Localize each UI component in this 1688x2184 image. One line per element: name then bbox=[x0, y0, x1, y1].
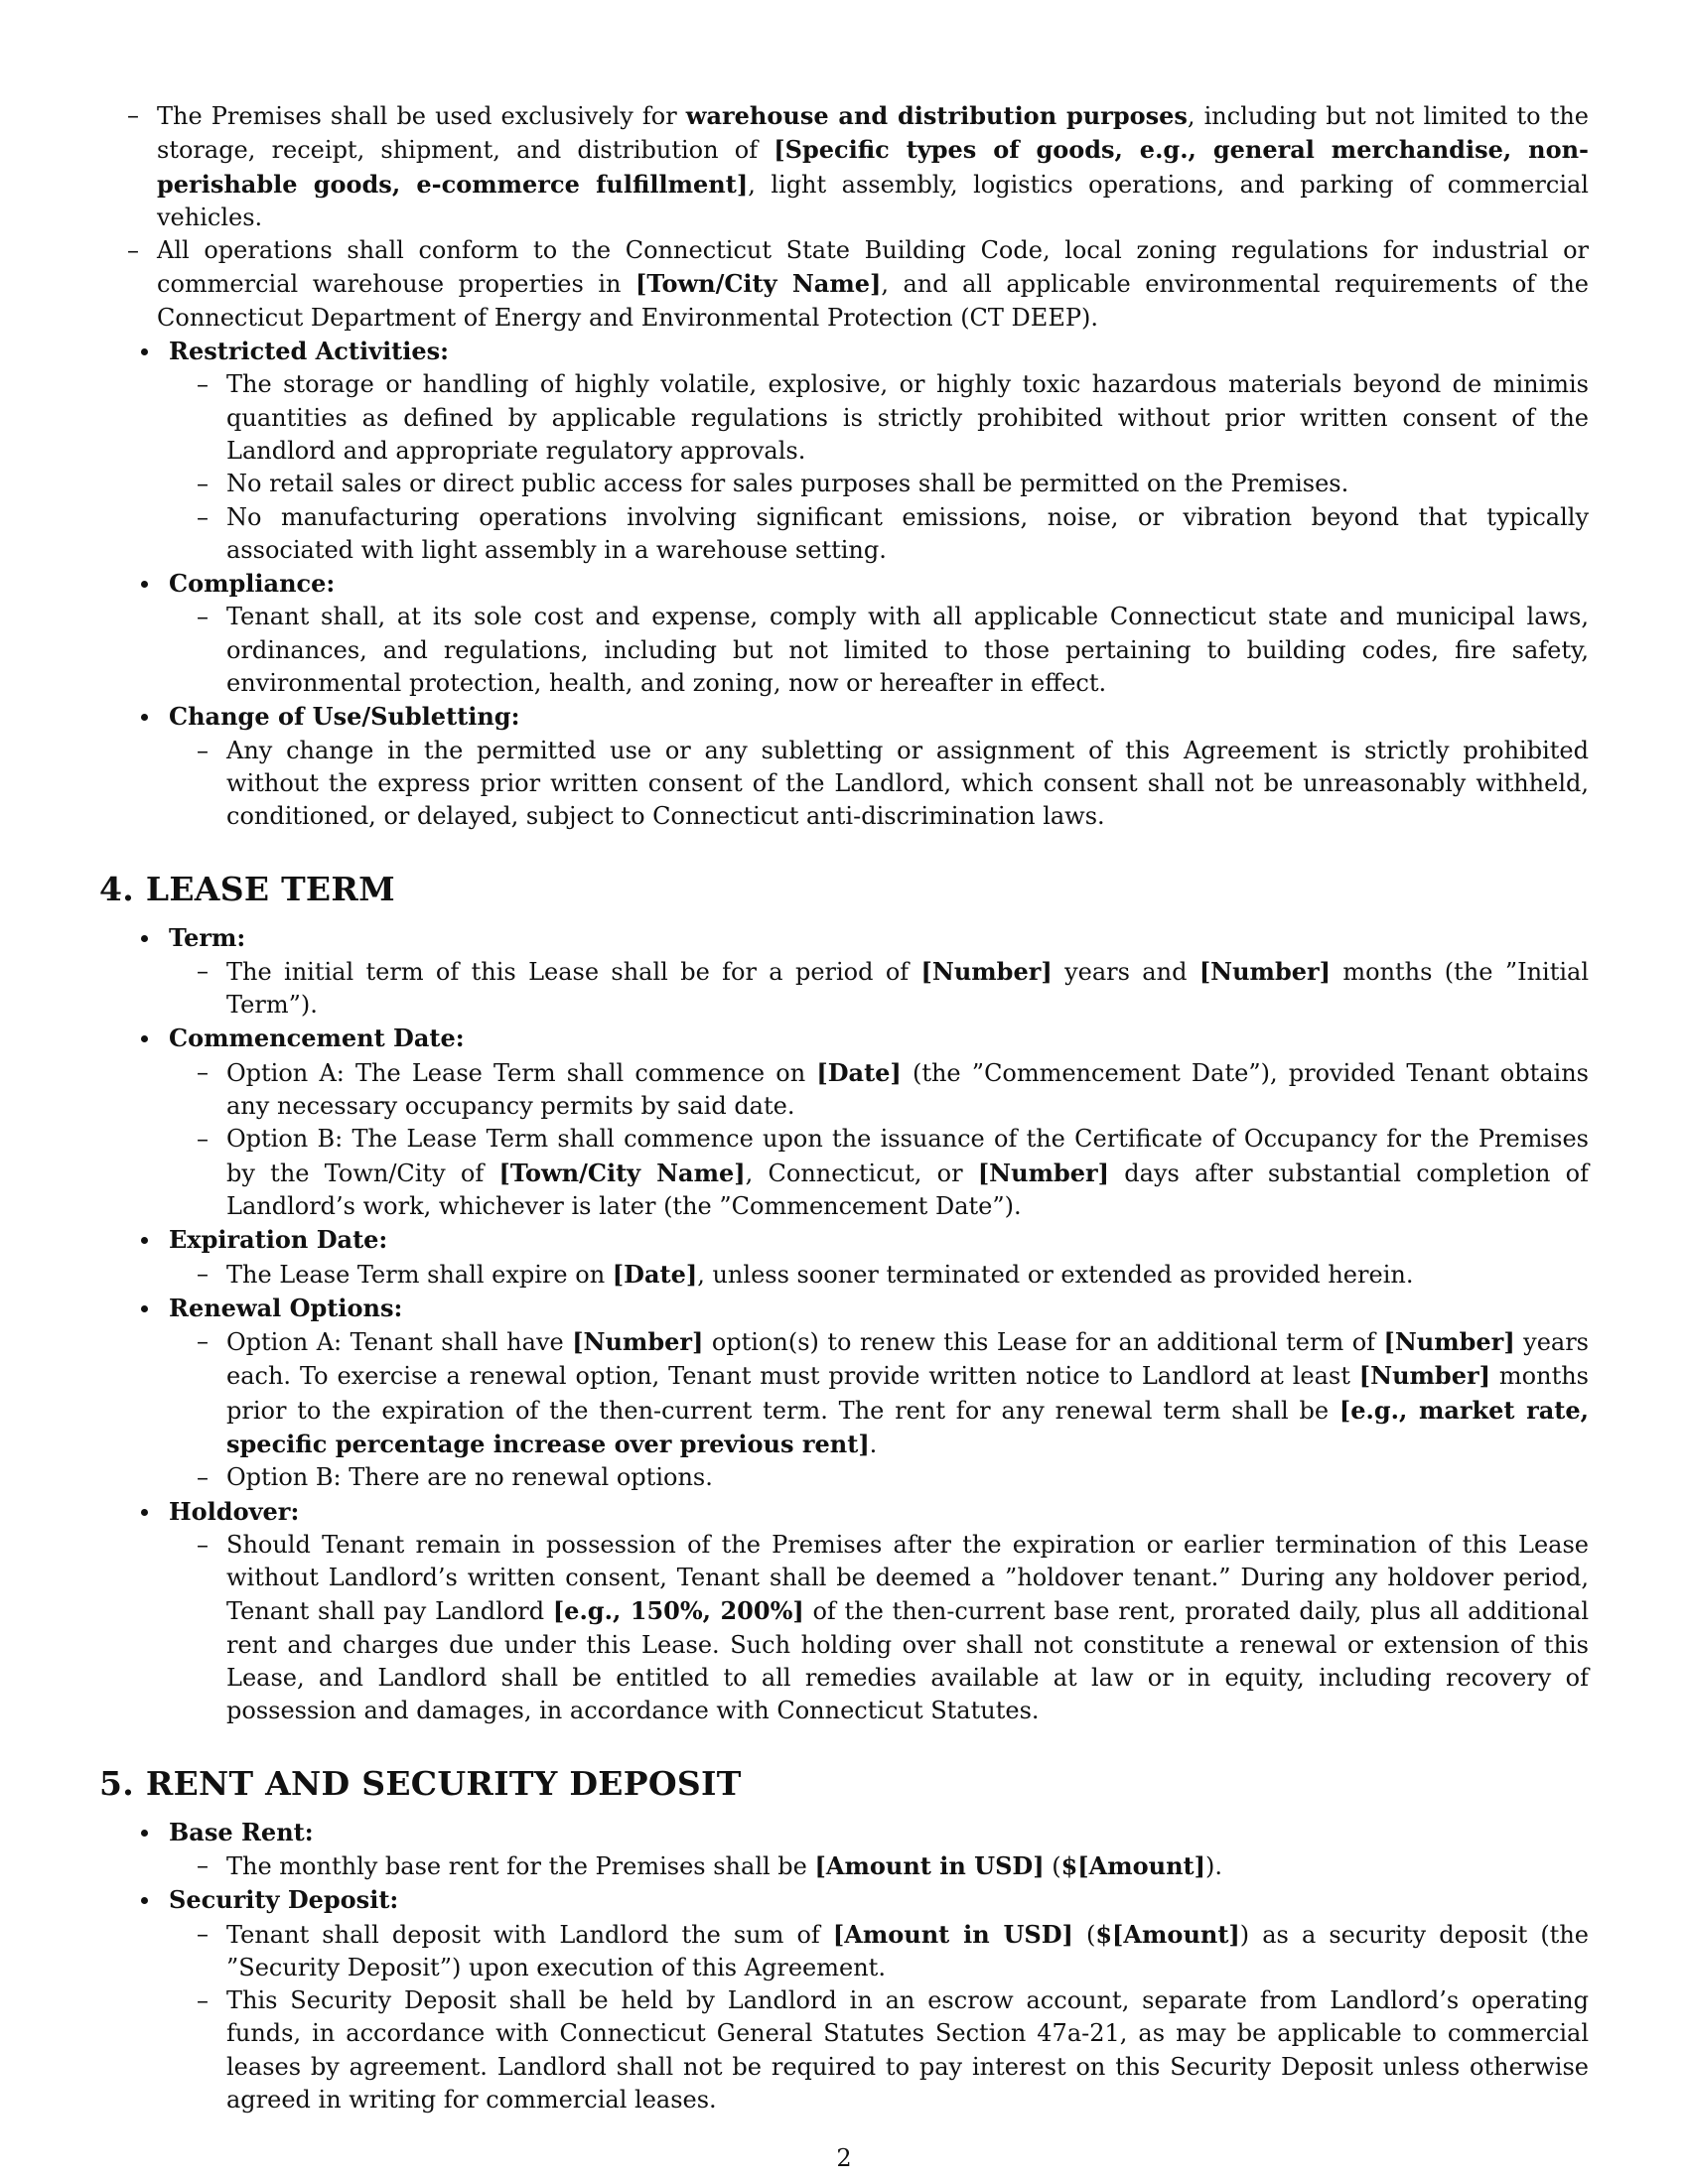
clause-text: of the then-current base rent, prorated daily, plus all additional rent and charges due under this Lease. Such holding over shall not constitute a renewal or extension of this Lease, and Landlord shall be entitled to all remedies available at law or in equity, including recovery of possession and damages, in accordance with Connecticut Statutes. bbox=[226, 1597, 1589, 1725]
clause-text: The storage or handling of highly volatile, explosive, or highly toxic hazardous materials beyond de minimis quantities as defined by applicable regulations is strictly prohibited without prior written consent of the Landlord and appropriate regulatory approvals. bbox=[226, 370, 1589, 465]
sub-clause bbox=[169, 468, 1589, 500]
sub-clause bbox=[169, 368, 1589, 468]
clause-item bbox=[99, 1022, 1589, 1223]
placeholder-text: [Date] bbox=[816, 1057, 902, 1087]
clause-item bbox=[99, 921, 1589, 1023]
sub-clause bbox=[169, 1529, 1589, 1728]
clause-text: , including but not limited to the storage, receipt, shipment, and distribution of bbox=[157, 102, 1589, 165]
clause-label: Restricted Activities: bbox=[169, 337, 450, 366]
placeholder-text: [Number] bbox=[1198, 956, 1331, 986]
sub-clause bbox=[169, 955, 1589, 1023]
sub-clause-list bbox=[169, 1325, 1589, 1494]
section-5-heading: 5. RENT AND SECURITY DEPOSIT bbox=[99, 1763, 742, 1803]
sub-clause-list bbox=[169, 955, 1589, 1023]
placeholder-text: [Town/City Name] bbox=[498, 1158, 746, 1187]
clause-text: . bbox=[869, 1430, 878, 1458]
clause-item bbox=[99, 567, 1589, 700]
clause-text: Any change in the permitted use or any subletting or assignment of this Agreement is strictly prohibited without the express prior written consent of the Landlord, which consent shall not be unreasonably withheld, conditioned, or delayed, subject to Connecticut anti-discrimination laws. bbox=[226, 736, 1589, 831]
clause-text: No manufacturing operations involving significant emissions, noise, or vibration beyond that typically associated with light assembly in a warehouse setting. bbox=[226, 502, 1589, 564]
sub-clause bbox=[99, 234, 1589, 335]
placeholder-text: [Specific types of goods, e.g., general merchandise, non-perishable goods, e-commerce fulfillment] bbox=[157, 135, 1589, 199]
clause-text: ( bbox=[1044, 1851, 1061, 1880]
clause-text: Option A: The Lease Term shall commence on bbox=[226, 1058, 817, 1087]
clause-item bbox=[99, 1292, 1589, 1495]
permitted-use-list bbox=[99, 99, 1589, 335]
placeholder-text: $[Amount] bbox=[1095, 1919, 1240, 1949]
sub-clause-list bbox=[169, 1849, 1589, 1883]
placeholder-text: [Number] bbox=[572, 1327, 704, 1357]
clause-text: The Lease Term shall expire on bbox=[226, 1260, 613, 1289]
clause-item bbox=[99, 1883, 1589, 2116]
clause-text: Option A: Tenant shall have bbox=[226, 1328, 573, 1357]
sub-clause bbox=[169, 601, 1589, 700]
sub-clause-list bbox=[169, 1258, 1589, 1292]
section3-list bbox=[99, 335, 1589, 833]
clause-text: years each. To exercise a renewal option, Tenant must provide written notice to Landlord at least bbox=[226, 1328, 1589, 1391]
clause-label: Term: bbox=[169, 922, 246, 952]
placeholder-text: [Town/City Name] bbox=[634, 269, 882, 299]
clause-item bbox=[99, 335, 1589, 567]
clause-text: This Security Deposit shall be held by Landlord in an escrow account, separate from Landlord’s operating funds, in accordance with Connecticut General Statutes Section 47a-21, as may be applicable to commercial leases by agreement. Landlord shall not be required to pay interest on this Security Deposit unless otherwise agreed in writing for commercial leases. bbox=[226, 1986, 1589, 2115]
placeholder-text: warehouse and distribution purposes bbox=[685, 101, 1188, 130]
sub-clause bbox=[169, 1984, 1589, 2116]
sub-clause bbox=[169, 1918, 1589, 1985]
sub-clause bbox=[169, 1258, 1589, 1292]
clause-item bbox=[99, 1816, 1589, 1884]
clause-item bbox=[99, 1223, 1589, 1292]
clause-label: Change of Use/Subletting: bbox=[169, 702, 520, 732]
clause-label: Compliance: bbox=[169, 569, 336, 599]
clause-item bbox=[99, 700, 1589, 833]
placeholder-text: [Amount in USD] bbox=[832, 1919, 1073, 1949]
clause-label: Expiration Date: bbox=[169, 1225, 388, 1255]
clause-text: days after substantial completion of Landlord’s work, whichever is later (the ”Commencement Date”). bbox=[226, 1159, 1589, 1220]
placeholder-text: [e.g., 150%, 200%] bbox=[552, 1596, 804, 1626]
clause-text: All operations shall conform to the Connecticut State Building Code, local zoning regulations for industrial or commercial warehouse properties in bbox=[157, 236, 1589, 299]
sub-clause-list bbox=[169, 735, 1589, 834]
clause-text: months prior to the expiration of the then-current term. The rent for any renewal term shall be bbox=[226, 1362, 1590, 1425]
sub-clause bbox=[169, 1325, 1589, 1461]
clause-label: Renewal Options: bbox=[169, 1293, 403, 1322]
sub-clause-list bbox=[169, 1056, 1589, 1223]
clause-text: Tenant shall, at its sole cost and expense, comply with all applicable Connecticut state and municipal laws, ordinances, and regulations, including but not limited to those pertaining to building codes, fire safety, environmental protection, health, and zoning, now or hereafter in effect. bbox=[226, 603, 1589, 698]
clause-text: The monthly base rent for the Premises shall be bbox=[226, 1851, 815, 1880]
sub-clause bbox=[169, 1056, 1589, 1124]
clause-text: Should Tenant remain in possession of the Premises after the expiration or earlier termination of this Lease without Landlord’s written consent, Tenant shall be deemed a ”holdover tenant.” During any holdover period, Tenant shall pay Landlord bbox=[226, 1530, 1589, 1626]
placeholder-text: [Amount in USD] bbox=[814, 1850, 1045, 1880]
sub-clause-list bbox=[169, 368, 1589, 567]
sub-clause-list bbox=[169, 1529, 1589, 1728]
clause-text: The Premises shall be used exclusively for bbox=[157, 102, 686, 130]
sub-clause bbox=[169, 735, 1589, 834]
section-4-heading: 4. LEASE TERM bbox=[99, 869, 395, 908]
page-number: 2 bbox=[836, 2144, 852, 2172]
clause-label: Security Deposit: bbox=[169, 1885, 399, 1915]
section4-list bbox=[99, 921, 1589, 1728]
sub-clause-list bbox=[169, 1918, 1589, 2117]
placeholder-text: [e.g., market rate, specific percentage increase over previous rent] bbox=[226, 1395, 1589, 1458]
clause-text: The initial term of this Lease shall be for a period of bbox=[226, 957, 921, 986]
clause-text: ). bbox=[1205, 1851, 1222, 1880]
placeholder-text: $[Amount] bbox=[1060, 1850, 1205, 1880]
clause-text: Option B: There are no renewal options. bbox=[226, 1463, 713, 1492]
document-page bbox=[99, 99, 1589, 2116]
section5-list bbox=[99, 1816, 1589, 2117]
sub-clause bbox=[169, 1849, 1589, 1883]
sub-clause bbox=[169, 1123, 1589, 1223]
clause-text: , and all applicable environmental requirements of the Connecticut Department of Energy and Environmental Protection (CT DEEP). bbox=[157, 270, 1589, 332]
clause-text: months (the ”Initial Term”). bbox=[226, 957, 1590, 1020]
placeholder-text: [Date] bbox=[612, 1259, 698, 1289]
clause-text: ) as a security deposit (the ”Security Deposit”) upon execution of this Agreement. bbox=[226, 1920, 1589, 1981]
clause-label: Commencement Date: bbox=[169, 1024, 465, 1053]
clause-text: Tenant shall deposit with Landlord the sum of bbox=[226, 1920, 833, 1949]
sub-clause bbox=[169, 1461, 1589, 1494]
clause-text: option(s) to renew this Lease for an additional term of bbox=[703, 1328, 1384, 1357]
sub-clause-list bbox=[169, 601, 1589, 700]
sub-clause bbox=[99, 99, 1589, 234]
placeholder-text: [Number] bbox=[977, 1158, 1110, 1187]
clause-label: Base Rent: bbox=[169, 1817, 314, 1846]
sub-clause bbox=[169, 501, 1589, 568]
clause-text: , unless sooner terminated or extended as provided herein. bbox=[697, 1260, 1414, 1289]
placeholder-text: [Number] bbox=[920, 956, 1053, 986]
clause-text: Option B: The Lease Term shall commence upon the issuance of the Certificate of Occupancy for the Premises by the Town/City of bbox=[226, 1125, 1589, 1187]
clause-text: ( bbox=[1072, 1920, 1096, 1949]
clause-label: Holdover: bbox=[169, 1496, 300, 1526]
clause-text: (the ”Commencement Date”), provided Tenant obtains any necessary occupancy permits by said date. bbox=[226, 1058, 1589, 1121]
clause-text: No retail sales or direct public access for sales purposes shall be permitted on the Premises. bbox=[226, 470, 1349, 498]
clause-text: years and bbox=[1052, 957, 1199, 986]
placeholder-text: [Number] bbox=[1383, 1327, 1515, 1357]
clause-text: , Connecticut, or bbox=[745, 1159, 978, 1187]
clause-text: , light assembly, logistics operations, and parking of commercial vehicles. bbox=[157, 170, 1589, 231]
clause-item bbox=[99, 1495, 1589, 1728]
placeholder-text: [Number] bbox=[1358, 1361, 1490, 1391]
